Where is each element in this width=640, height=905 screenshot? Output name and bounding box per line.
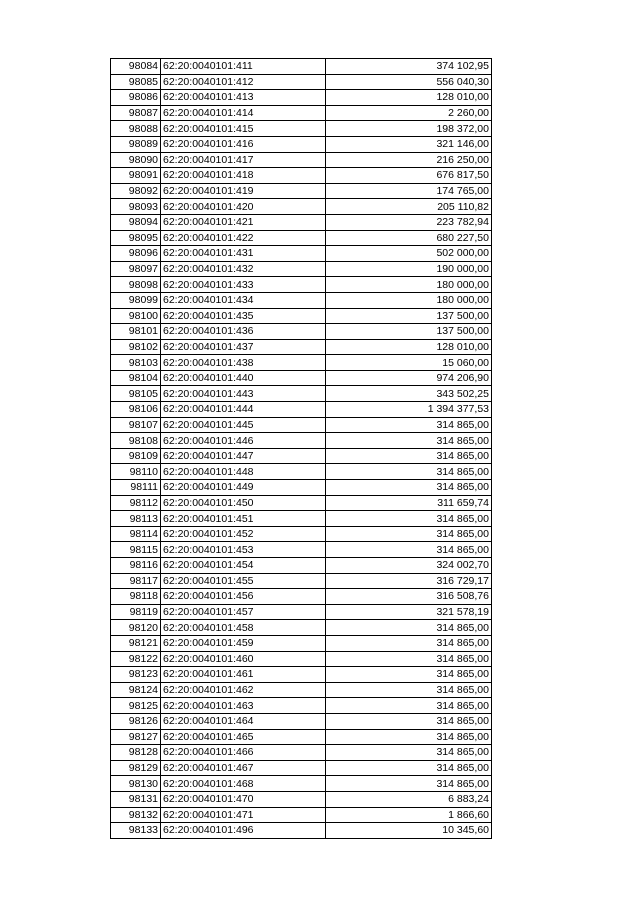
cadastral-number-cell: 62:20:0040101:419 — [161, 183, 326, 199]
row-number-cell: 98084 — [111, 59, 161, 75]
value-cell: 314 865,00 — [326, 433, 492, 449]
value-cell: 311 659,74 — [326, 495, 492, 511]
row-number-cell: 98119 — [111, 604, 161, 620]
row-number-cell: 98098 — [111, 277, 161, 293]
table-row — [111, 573, 492, 589]
row-number-cell: 98105 — [111, 386, 161, 402]
cadastral-number-cell: 62:20:0040101:416 — [161, 136, 326, 152]
table-row — [111, 74, 492, 90]
table-row — [111, 261, 492, 277]
cadastral-number-cell: 62:20:0040101:417 — [161, 152, 326, 168]
row-number-cell: 98133 — [111, 823, 161, 839]
table-row — [111, 511, 492, 527]
row-number-cell: 98122 — [111, 651, 161, 667]
table-row — [111, 448, 492, 464]
cadastral-number-cell: 62:20:0040101:432 — [161, 261, 326, 277]
table-row — [111, 542, 492, 558]
row-number-cell: 98094 — [111, 214, 161, 230]
value-cell: 314 865,00 — [326, 760, 492, 776]
value-cell: 15 060,00 — [326, 355, 492, 371]
value-cell: 198 372,00 — [326, 121, 492, 137]
cadastral-number-cell: 62:20:0040101:471 — [161, 807, 326, 823]
row-number-cell: 98132 — [111, 807, 161, 823]
value-cell: 314 865,00 — [326, 713, 492, 729]
table-row — [111, 386, 492, 402]
value-cell: 2 260,00 — [326, 105, 492, 121]
value-cell: 216 250,00 — [326, 152, 492, 168]
table-row — [111, 713, 492, 729]
cadastral-number-cell: 62:20:0040101:462 — [161, 682, 326, 698]
table-row — [111, 698, 492, 714]
value-cell: 137 500,00 — [326, 308, 492, 324]
cadastral-number-cell: 62:20:0040101:436 — [161, 324, 326, 340]
cadastral-number-cell: 62:20:0040101:447 — [161, 448, 326, 464]
value-cell: 680 227,50 — [326, 230, 492, 246]
cadastral-number-cell: 62:20:0040101:459 — [161, 635, 326, 651]
cadastral-number-cell: 62:20:0040101:461 — [161, 667, 326, 683]
row-number-cell: 98111 — [111, 480, 161, 496]
value-cell: 314 865,00 — [326, 417, 492, 433]
table-row — [111, 760, 492, 776]
table-row — [111, 199, 492, 215]
row-number-cell: 98092 — [111, 183, 161, 199]
value-cell: 314 865,00 — [326, 511, 492, 527]
row-number-cell: 98117 — [111, 573, 161, 589]
value-cell: 180 000,00 — [326, 292, 492, 308]
cadastral-number-cell: 62:20:0040101:415 — [161, 121, 326, 137]
table-row — [111, 339, 492, 355]
row-number-cell: 98089 — [111, 136, 161, 152]
row-number-cell: 98112 — [111, 495, 161, 511]
table-row — [111, 402, 492, 418]
table-row — [111, 152, 492, 168]
cadastral-number-cell: 62:20:0040101:465 — [161, 729, 326, 745]
cadastral-number-cell: 62:20:0040101:434 — [161, 292, 326, 308]
cadastral-number-cell: 62:20:0040101:458 — [161, 620, 326, 636]
table-row — [111, 589, 492, 605]
row-number-cell: 98107 — [111, 417, 161, 433]
cadastral-number-cell: 62:20:0040101:443 — [161, 386, 326, 402]
row-number-cell: 98129 — [111, 760, 161, 776]
row-number-cell: 98115 — [111, 542, 161, 558]
value-cell: 6 883,24 — [326, 791, 492, 807]
table-row — [111, 292, 492, 308]
cadastral-number-cell: 62:20:0040101:463 — [161, 698, 326, 714]
value-cell: 314 865,00 — [326, 698, 492, 714]
row-number-cell: 98130 — [111, 776, 161, 792]
table-row — [111, 745, 492, 761]
table-row — [111, 308, 492, 324]
table-row — [111, 823, 492, 839]
cadastral-number-cell: 62:20:0040101:451 — [161, 511, 326, 527]
value-cell: 502 000,00 — [326, 246, 492, 262]
row-number-cell: 98097 — [111, 261, 161, 277]
row-number-cell: 98100 — [111, 308, 161, 324]
cadastral-number-cell: 62:20:0040101:468 — [161, 776, 326, 792]
value-cell: 321 146,00 — [326, 136, 492, 152]
row-number-cell: 98116 — [111, 558, 161, 574]
row-number-cell: 98128 — [111, 745, 161, 761]
value-cell: 314 865,00 — [326, 635, 492, 651]
row-number-cell: 98131 — [111, 791, 161, 807]
value-cell: 314 865,00 — [326, 464, 492, 480]
table-row — [111, 277, 492, 293]
table-row — [111, 433, 492, 449]
cadastral-number-cell: 62:20:0040101:440 — [161, 370, 326, 386]
table-row — [111, 59, 492, 75]
cadastral-number-cell: 62:20:0040101:431 — [161, 246, 326, 262]
row-number-cell: 98125 — [111, 698, 161, 714]
cadastral-number-cell: 62:20:0040101:433 — [161, 277, 326, 293]
table-row — [111, 604, 492, 620]
row-number-cell: 98113 — [111, 511, 161, 527]
table-row — [111, 230, 492, 246]
value-cell: 314 865,00 — [326, 667, 492, 683]
row-number-cell: 98114 — [111, 526, 161, 542]
cadastral-number-cell: 62:20:0040101:413 — [161, 90, 326, 106]
value-cell: 10 345,60 — [326, 823, 492, 839]
row-number-cell: 98118 — [111, 589, 161, 605]
row-number-cell: 98120 — [111, 620, 161, 636]
value-cell: 190 000,00 — [326, 261, 492, 277]
value-cell: 974 206,90 — [326, 370, 492, 386]
cadastral-number-cell: 62:20:0040101:452 — [161, 526, 326, 542]
row-number-cell: 98101 — [111, 324, 161, 340]
cadastral-number-cell: 62:20:0040101:457 — [161, 604, 326, 620]
value-cell: 174 765,00 — [326, 183, 492, 199]
cadastral-number-cell: 62:20:0040101:460 — [161, 651, 326, 667]
row-number-cell: 98096 — [111, 246, 161, 262]
row-number-cell: 98121 — [111, 635, 161, 651]
table-row — [111, 526, 492, 542]
cadastral-number-cell: 62:20:0040101:448 — [161, 464, 326, 480]
value-cell: 1 866,60 — [326, 807, 492, 823]
cadastral-number-cell: 62:20:0040101:420 — [161, 199, 326, 215]
table-row — [111, 495, 492, 511]
row-number-cell: 98103 — [111, 355, 161, 371]
table-row — [111, 183, 492, 199]
row-number-cell: 98106 — [111, 402, 161, 418]
value-cell: 314 865,00 — [326, 776, 492, 792]
value-cell: 343 502,25 — [326, 386, 492, 402]
table-row — [111, 136, 492, 152]
cadastral-number-cell: 62:20:0040101:467 — [161, 760, 326, 776]
cadastral-number-cell: 62:20:0040101:414 — [161, 105, 326, 121]
cadastral-number-cell: 62:20:0040101:464 — [161, 713, 326, 729]
row-number-cell: 98108 — [111, 433, 161, 449]
table-row — [111, 620, 492, 636]
value-cell: 137 500,00 — [326, 324, 492, 340]
cadastral-number-cell: 62:20:0040101:421 — [161, 214, 326, 230]
cadastral-number-cell: 62:20:0040101:456 — [161, 589, 326, 605]
row-number-cell: 98087 — [111, 105, 161, 121]
row-number-cell: 98124 — [111, 682, 161, 698]
cadastral-number-cell: 62:20:0040101:418 — [161, 168, 326, 184]
row-number-cell: 98095 — [111, 230, 161, 246]
cadastral-number-cell: 62:20:0040101:437 — [161, 339, 326, 355]
table-row — [111, 480, 492, 496]
cadastral-number-cell: 62:20:0040101:412 — [161, 74, 326, 90]
row-number-cell: 98104 — [111, 370, 161, 386]
table-row — [111, 464, 492, 480]
cadastral-number-cell: 62:20:0040101:453 — [161, 542, 326, 558]
cadastral-number-cell: 62:20:0040101:446 — [161, 433, 326, 449]
value-cell: 128 010,00 — [326, 339, 492, 355]
value-cell: 1 394 377,53 — [326, 402, 492, 418]
table-body — [111, 59, 492, 839]
value-cell: 314 865,00 — [326, 651, 492, 667]
table-row — [111, 324, 492, 340]
table-row — [111, 214, 492, 230]
value-cell: 556 040,30 — [326, 74, 492, 90]
value-cell: 314 865,00 — [326, 526, 492, 542]
value-cell: 223 782,94 — [326, 214, 492, 230]
value-cell: 321 578,19 — [326, 604, 492, 620]
cadastral-number-cell: 62:20:0040101:444 — [161, 402, 326, 418]
value-cell: 314 865,00 — [326, 682, 492, 698]
table-row — [111, 791, 492, 807]
cadastral-number-cell: 62:20:0040101:438 — [161, 355, 326, 371]
cadastral-number-cell: 62:20:0040101:496 — [161, 823, 326, 839]
row-number-cell: 98126 — [111, 713, 161, 729]
table-row — [111, 729, 492, 745]
value-cell: 128 010,00 — [326, 90, 492, 106]
row-number-cell: 98086 — [111, 90, 161, 106]
row-number-cell: 98088 — [111, 121, 161, 137]
row-number-cell: 98102 — [111, 339, 161, 355]
cadastral-number-cell: 62:20:0040101:445 — [161, 417, 326, 433]
table-row — [111, 417, 492, 433]
table-row — [111, 90, 492, 106]
value-cell: 314 865,00 — [326, 729, 492, 745]
row-number-cell: 98110 — [111, 464, 161, 480]
table-row — [111, 121, 492, 137]
cadastral-number-cell: 62:20:0040101:455 — [161, 573, 326, 589]
cadastral-number-cell: 62:20:0040101:435 — [161, 308, 326, 324]
table-row — [111, 558, 492, 574]
row-number-cell: 98093 — [111, 199, 161, 215]
value-cell: 205 110,82 — [326, 199, 492, 215]
row-number-cell: 98085 — [111, 74, 161, 90]
value-cell: 180 000,00 — [326, 277, 492, 293]
value-cell: 316 508,76 — [326, 589, 492, 605]
value-cell: 374 102,95 — [326, 59, 492, 75]
row-number-cell: 98099 — [111, 292, 161, 308]
value-cell: 314 865,00 — [326, 745, 492, 761]
cadastral-number-cell: 62:20:0040101:449 — [161, 480, 326, 496]
table-row — [111, 651, 492, 667]
table-row — [111, 168, 492, 184]
value-cell: 314 865,00 — [326, 480, 492, 496]
table-row — [111, 355, 492, 371]
value-cell: 314 865,00 — [326, 620, 492, 636]
cadastral-number-cell: 62:20:0040101:411 — [161, 59, 326, 75]
cadastral-value-table — [110, 58, 492, 839]
document-page — [110, 58, 492, 839]
table-row — [111, 682, 492, 698]
row-number-cell: 98127 — [111, 729, 161, 745]
row-number-cell: 98091 — [111, 168, 161, 184]
row-number-cell: 98109 — [111, 448, 161, 464]
value-cell: 314 865,00 — [326, 542, 492, 558]
value-cell: 676 817,50 — [326, 168, 492, 184]
value-cell: 316 729,17 — [326, 573, 492, 589]
cadastral-number-cell: 62:20:0040101:450 — [161, 495, 326, 511]
table-row — [111, 246, 492, 262]
value-cell: 314 865,00 — [326, 448, 492, 464]
cadastral-number-cell: 62:20:0040101:466 — [161, 745, 326, 761]
table-row — [111, 776, 492, 792]
cadastral-number-cell: 62:20:0040101:454 — [161, 558, 326, 574]
row-number-cell: 98123 — [111, 667, 161, 683]
row-number-cell: 98090 — [111, 152, 161, 168]
table-row — [111, 807, 492, 823]
value-cell: 324 002,70 — [326, 558, 492, 574]
table-row — [111, 635, 492, 651]
table-row — [111, 667, 492, 683]
table-row — [111, 370, 492, 386]
cadastral-number-cell: 62:20:0040101:470 — [161, 791, 326, 807]
cadastral-number-cell: 62:20:0040101:422 — [161, 230, 326, 246]
table-row — [111, 105, 492, 121]
